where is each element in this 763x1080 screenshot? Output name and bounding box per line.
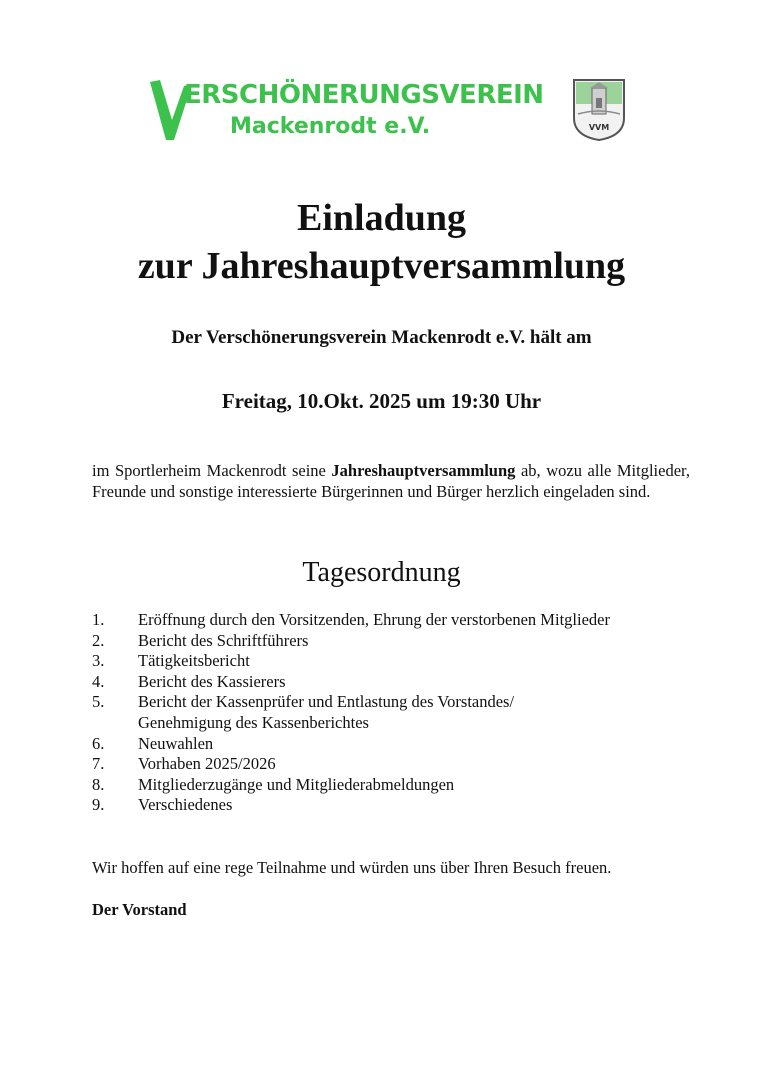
logo-title-line: ERSCHÖNERUNGSVEREIN xyxy=(184,80,544,110)
agenda-item xyxy=(92,775,692,796)
page-title xyxy=(0,194,763,290)
intro-paragraph xyxy=(92,460,690,502)
signature: Der Vorstand xyxy=(92,900,187,919)
agenda-list xyxy=(92,610,692,816)
agenda-item-text: Vorhaben 2025/2026 xyxy=(138,754,276,774)
agenda-item-text: Eröffnung durch den Vorsitzenden, Ehrung der verstorbenen Mitglieder xyxy=(138,610,610,629)
intro-text-after: ab, wozu alle Mitglieder, Freunde und sonstige interessierte Bürgerinnen und Bürger herzlich eingeladen sind. xyxy=(92,461,690,501)
title-line-2: zur Jahreshauptversammlung xyxy=(137,245,626,287)
intro-text-bold: Jahreshauptversammlung xyxy=(331,461,516,480)
agenda-item-number: 6. xyxy=(92,733,105,753)
agenda-item-text: Tätigkeitsbericht xyxy=(138,651,250,671)
agenda-item xyxy=(92,672,692,693)
title-line-1: Einladung xyxy=(297,197,466,239)
agenda-item-number: 5. xyxy=(92,692,105,712)
agenda-item-number: 8. xyxy=(92,774,105,794)
agenda-item xyxy=(92,692,692,733)
agenda-item xyxy=(92,651,692,672)
agenda-item-number: 7. xyxy=(92,754,105,774)
agenda-item xyxy=(92,754,692,775)
agenda-item-number: 9. xyxy=(92,795,105,815)
crest-icon xyxy=(572,78,626,142)
closing-text: Wir hoffen auf eine rege Teilnahme und würden uns über Ihren Besuch freuen. xyxy=(92,858,612,877)
agenda-item-number: 1. xyxy=(92,610,105,629)
agenda-heading: Tagesordnung xyxy=(302,557,461,588)
agenda-item-text: Mitgliederzugänge und Mitgliederabmeldungen xyxy=(138,774,455,794)
agenda-item xyxy=(92,734,692,755)
agenda-item xyxy=(92,795,692,816)
club-logo xyxy=(148,76,628,146)
agenda-item-text: Bericht des Schriftführers xyxy=(138,630,309,650)
agenda-item-text: Bericht der Kassenprüfer und Entlastung des Vorstandes/ xyxy=(138,692,515,712)
agenda-item-text: Verschiedenes xyxy=(138,795,233,815)
agenda-item-number: 3. xyxy=(92,651,105,671)
agenda-item xyxy=(92,631,692,652)
agenda-item xyxy=(92,610,692,631)
event-date: Freitag, 10.Okt. 2025 um 19:30 Uhr xyxy=(221,389,542,413)
lead-text: Der Verschönerungsverein Mackenrodt e.V. hält am xyxy=(171,327,592,348)
agenda-item-text-continued: Genehmigung des Kassenberichtes xyxy=(138,712,369,732)
logo-subtitle-line: Mackenrodt e.V. xyxy=(230,114,431,139)
crest-label: VVM xyxy=(588,123,610,132)
agenda-item-text: Bericht des Kassierers xyxy=(138,671,286,691)
agenda-item-text: Neuwahlen xyxy=(138,733,214,753)
agenda-item-number: 4. xyxy=(92,671,105,691)
agenda-item-number: 2. xyxy=(92,630,105,650)
intro-text-before: im Sportlerheim Mackenrodt seine xyxy=(92,461,332,480)
